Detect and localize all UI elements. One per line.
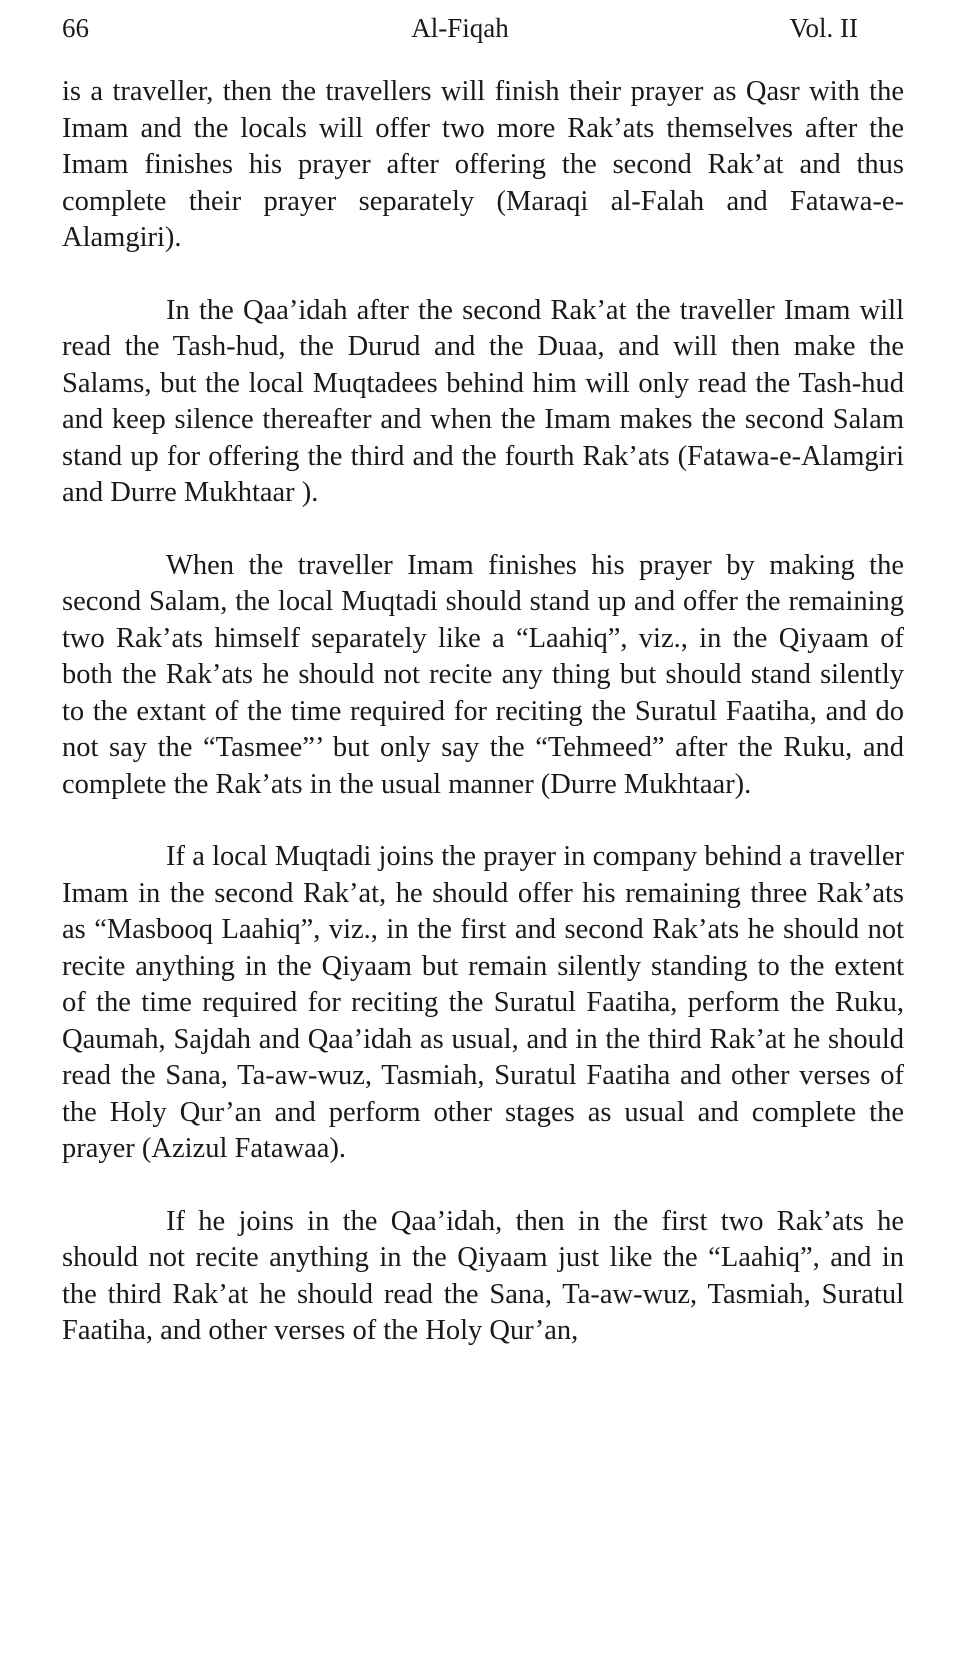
page-number: 66	[62, 13, 89, 43]
book-title: Al-Fiqah	[411, 13, 509, 43]
volume-label: Vol. II	[789, 13, 858, 43]
paragraph: In the Qaa’idah after the second Rak’at the traveller Imam will read the Tash-hud, the Durud and the Duaa, and will then make the Salams, but the local Muqtadees behind him will only read the Tash-hud and keep silence thereafter and when the Imam makes the second Salam stand up for offering the third and the fourth Rak’ats (Fatawa-e-Alamgiri and Durre Mukhtaar ).	[62, 294, 904, 508]
body-text	[62, 74, 904, 1386]
paragraph: If a local Muqtadi joins the prayer in company behind a traveller Imam in the second Rak’at, he should offer his remaining three Rak’ats as “Masbooq Laahiq”, viz., in the first and second Rak’ats he should not recite anything in the Qiyaam but remain silently standing to the extent of the time required for reciting the Suratul Faatiha, perform the Ruku, Qaumah, Sajdah and Qaa’idah as usual, and in the third Rak’at he should read the Sana, Ta-aw-wuz, Tasmiah, Suratul Faatiha and other verses of the Holy Qur’an and perform other stages as usual and complete the prayer (Azizul Fatawaa).	[62, 841, 904, 1164]
paragraph: If he joins in the Qaa’idah, then in the first two Rak’ats he should not recite anything in the Qiyaam just like the “Laahiq”, and in the third Rak’at he should read the Sana, Ta-aw-wuz, Tasmiah, Suratul Faatiha, and other verses of the Holy Qur’an,	[62, 1205, 904, 1346]
running-header	[62, 8, 858, 48]
paragraph-continuation: is a traveller, then the travellers will finish their prayer as Qasr with the Imam and the locals will offer two more Rak’ats themselves after the Imam finishes his prayer after offering the second Rak’at and thus complete their prayer separately (Maraqi al-Falah and Fatawa-e-Alamgiri).	[62, 76, 904, 253]
paragraph: When the traveller Imam finishes his prayer by making the second Salam, the local Muqtadi should stand up and offer the remaining two Rak’ats himself separately like a “Laahiq”, viz., in the Qiyaam of both the Rak’ats he should not recite any thing but should stand silently to the extant of the time required for reciting the Suratul Faatiha, and do not say the “Tasmee”’ but only say the “Tehmeed” after the Ruku, and complete the Rak’ats in the usual manner (Durre Mukhtaar).	[62, 549, 904, 800]
